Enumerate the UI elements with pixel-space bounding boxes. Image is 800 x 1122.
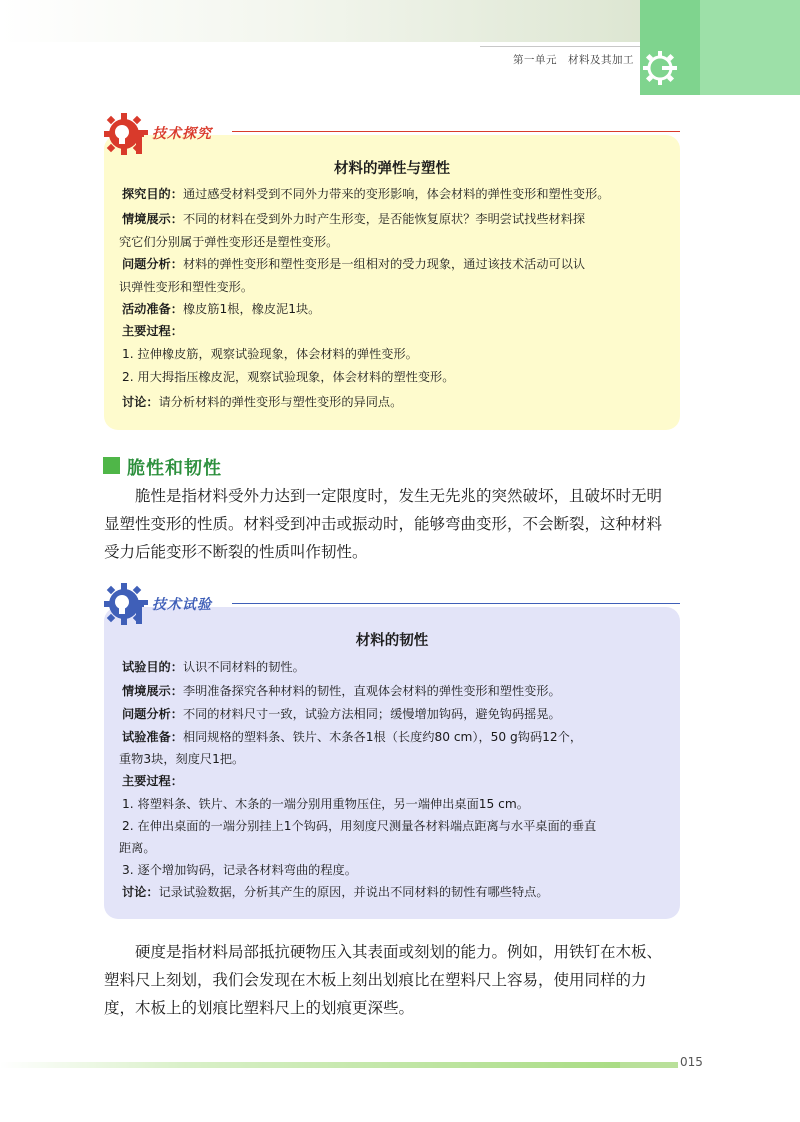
line-text: 不同的材料在受到外力时产生形变，是否能恢复原状？李明尝试找些材料探 [182, 212, 586, 226]
header-band [0, 0, 640, 42]
badge-label: 技术试验 [152, 597, 212, 613]
box-title: 材料的弹性与塑性 [334, 161, 450, 177]
line-text: 记录试验数据，分析其产生的原因，并说出不同材料的韧性有哪些特点。 [158, 885, 549, 899]
line-text: 识弹性变形和塑性变形。 [119, 280, 254, 294]
line-text: 通过感受材料受到不同外力带来的变形影响，体会材料的弹性变形和塑性变形。 [182, 187, 610, 201]
footer-rule-end [620, 1062, 678, 1068]
header-rule [480, 46, 640, 47]
paragraph-line: 受力后能变形不断裂的性质叫作韧性。 [104, 543, 368, 561]
line-label: 活动准备： [122, 302, 183, 316]
line-text: 重物3块，刻度尺1把。 [119, 752, 245, 766]
line-text: 请分析材料的弹性变形与塑性变形的异同点。 [158, 395, 403, 409]
box-line [119, 840, 156, 856]
page-number: 015 [680, 1055, 703, 1069]
paragraph-line: 硬度是指材料局部抵抗硬物压入其表面或刻划的能力。例如，用铁钉在木板、 [104, 943, 663, 961]
line-label: 探究目的： [122, 187, 183, 201]
line-label: 问题分析： [122, 707, 183, 721]
line-text: 橡皮筋1根，橡皮泥1块。 [182, 302, 321, 316]
line-label: 问题分析： [122, 257, 183, 271]
badge-rule [232, 131, 680, 132]
box-line [122, 706, 561, 722]
line-text: 2. 用大拇指压橡皮泥，观察试验现象，体会材料的塑性变形。 [122, 370, 455, 384]
line-label: 主要过程： [122, 774, 183, 788]
section-title: 脆性和韧性 [127, 458, 222, 479]
line-label: 试验准备： [122, 730, 183, 744]
line-text: 究它们分别属于弹性变形还是塑性变形。 [119, 235, 339, 249]
box-line [119, 279, 253, 295]
box-line [122, 394, 402, 410]
box-line [122, 818, 596, 834]
box-line [122, 729, 582, 745]
box-line [122, 862, 357, 878]
paragraph-line: 度，木板上的划痕比塑料尺上的划痕更深些。 [104, 999, 415, 1017]
line-text: 1. 拉伸橡皮筋，观察试验现象，体会材料的弹性变形。 [122, 347, 418, 361]
box-line [122, 186, 610, 202]
box-line [122, 884, 549, 900]
line-text: 3. 逐个增加钩码，记录各材料弯曲的程度。 [122, 863, 357, 877]
paragraph-line: 显塑性变形的性质。材料受到冲击或振动时，能够弯曲变形，不会断裂，这种材料 [104, 515, 663, 533]
box-line [122, 256, 585, 272]
box-line [122, 346, 418, 362]
box-line [119, 751, 244, 767]
line-text: 材料的弹性变形和塑性变形是一组相对的受力现象，通过该技术活动可以认 [182, 257, 586, 271]
line-text: 相同规格的塑料条、铁片、木条各1根（长度约80 cm），50 g钩码12个， [182, 730, 583, 744]
header-green-block-light [700, 0, 800, 95]
badge-label: 技术探究 [152, 126, 212, 142]
line-label: 情境展示： [122, 684, 183, 698]
line-text: 不同的材料尺寸一致，试验方法相同；缓慢增加钩码，避免钩码摇晃。 [182, 707, 561, 721]
line-text: 1. 将塑料条、铁片、木条的一端分别用重物压住，另一端伸出桌面15 cm。 [122, 797, 529, 811]
unit-title: 第一单元 材料及其加工 [513, 54, 634, 66]
line-label: 主要过程： [122, 324, 183, 338]
box-line [122, 211, 585, 227]
box-line [122, 369, 454, 385]
line-label: 讨论： [122, 395, 159, 409]
paragraph-line: 塑料尺上刻划，我们会发现在木板上刻出划痕比在塑料尺上容易，使用同样的力 [104, 971, 647, 989]
line-label: 试验目的： [122, 660, 183, 674]
box-title: 材料的韧性 [355, 633, 429, 649]
line-text: 2. 在伸出桌面的一端分别挂上1个钩码，用刻度尺测量各材料端点距离与水平桌面的垂直 [122, 819, 597, 833]
line-text: 距离。 [119, 841, 156, 855]
section-marker [103, 457, 120, 474]
footer-rule [0, 1062, 620, 1068]
line-text: 认识不同材料的韧性。 [182, 660, 305, 674]
box-line [122, 301, 320, 317]
box-line [119, 234, 338, 250]
paragraph-line: 脆性是指材料受外力达到一定限度时，发生无先兆的突然破坏，且破坏时无明 [104, 487, 663, 505]
box-line [122, 323, 183, 339]
box-line [122, 796, 529, 812]
box-line [122, 773, 183, 789]
gear-icon [640, 48, 680, 88]
line-label: 情境展示： [122, 212, 183, 226]
box-line [122, 683, 561, 699]
box-line [122, 659, 305, 675]
line-text: 李明准备探究各种材料的韧性，直观体会材料的弹性变形和塑性变形。 [182, 684, 561, 698]
badge-rule [232, 603, 680, 604]
line-label: 讨论： [122, 885, 159, 899]
